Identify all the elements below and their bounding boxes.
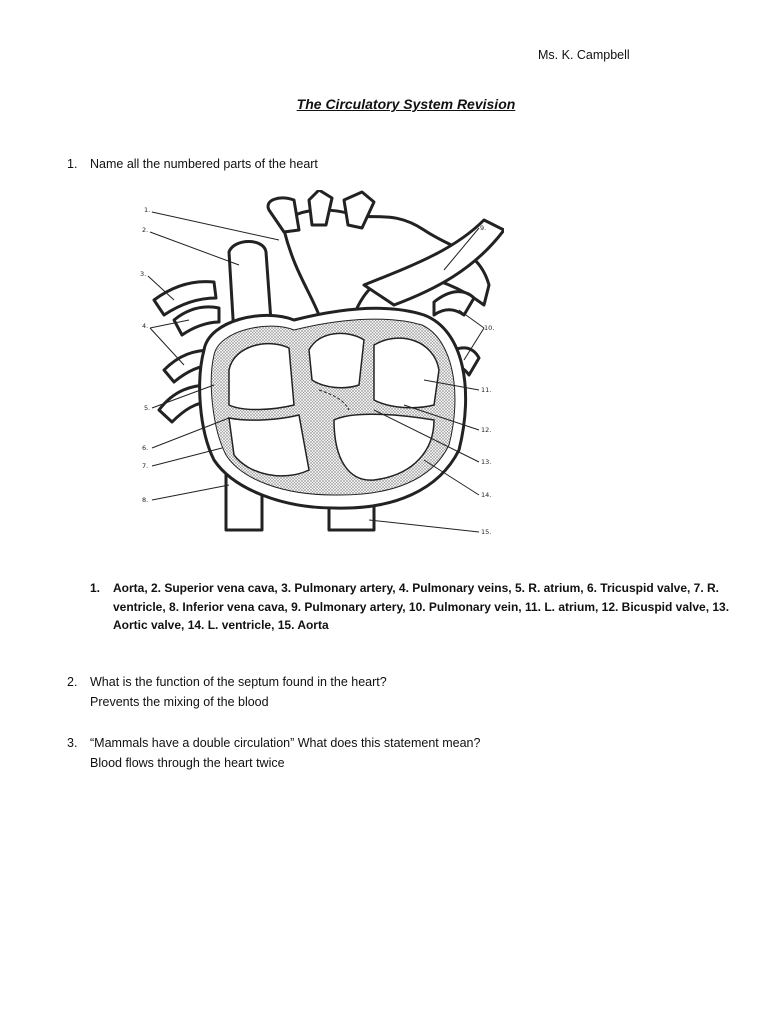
question-2-text: What is the function of the septum found in the heart? [90, 675, 387, 689]
diagram-label-10: 10. [484, 324, 495, 332]
diagram-label-3: 3. [140, 270, 147, 278]
page-title: The Circulatory System Revision [296, 96, 516, 112]
diagram-label-15: 15. [481, 528, 492, 536]
question-2-number: 2. [67, 675, 78, 689]
answer-1-number: 1. [90, 581, 101, 595]
diagram-label-14: 14. [481, 491, 492, 499]
answer-1 [90, 579, 730, 635]
answer-1-text: Aorta, 2. Superior vena cava, 3. Pulmonary artery, 4. Pulmonary veins, 5. R. atrium, 6. Tricuspid valve, 7. R. ventricle, 8. Inferior vena cava, 9. Pulmonary artery, 10. Pulmonary vein, 11. L. atrium, 12. Bicuspid valve, 13. Aortic valve, 14. L. ventricle, 15. Aorta [113, 581, 730, 632]
question-1 [67, 154, 318, 174]
question-2-answer: Prevents the mixing of the blood [90, 695, 269, 709]
heart-diagram [134, 190, 504, 550]
diagram-label-7: 7. [142, 462, 149, 470]
diagram-label-11: 11. [481, 386, 492, 394]
diagram-label-8: 8. [142, 496, 149, 504]
diagram-label-12: 12. [481, 426, 492, 434]
author-name: Ms. K. Campbell [538, 48, 630, 62]
diagram-label-4: 4. [142, 322, 149, 330]
question-3-text: “Mammals have a double circulation” What does this statement mean? [90, 736, 481, 750]
question-3 [67, 733, 480, 773]
diagram-label-9: 9. [480, 224, 487, 232]
question-2 [67, 672, 387, 712]
question-3-number: 3. [67, 736, 78, 750]
diagram-label-5: 5. [144, 404, 151, 412]
question-3-answer: Blood flows through the heart twice [90, 756, 285, 770]
diagram-label-13: 13. [481, 458, 492, 466]
diagram-label-1: 1. [144, 206, 151, 214]
diagram-label-2: 2. [142, 226, 149, 234]
diagram-label-6: 6. [142, 444, 149, 452]
question-1-text: Name all the numbered parts of the heart [90, 157, 318, 171]
question-1-number: 1. [67, 157, 78, 171]
